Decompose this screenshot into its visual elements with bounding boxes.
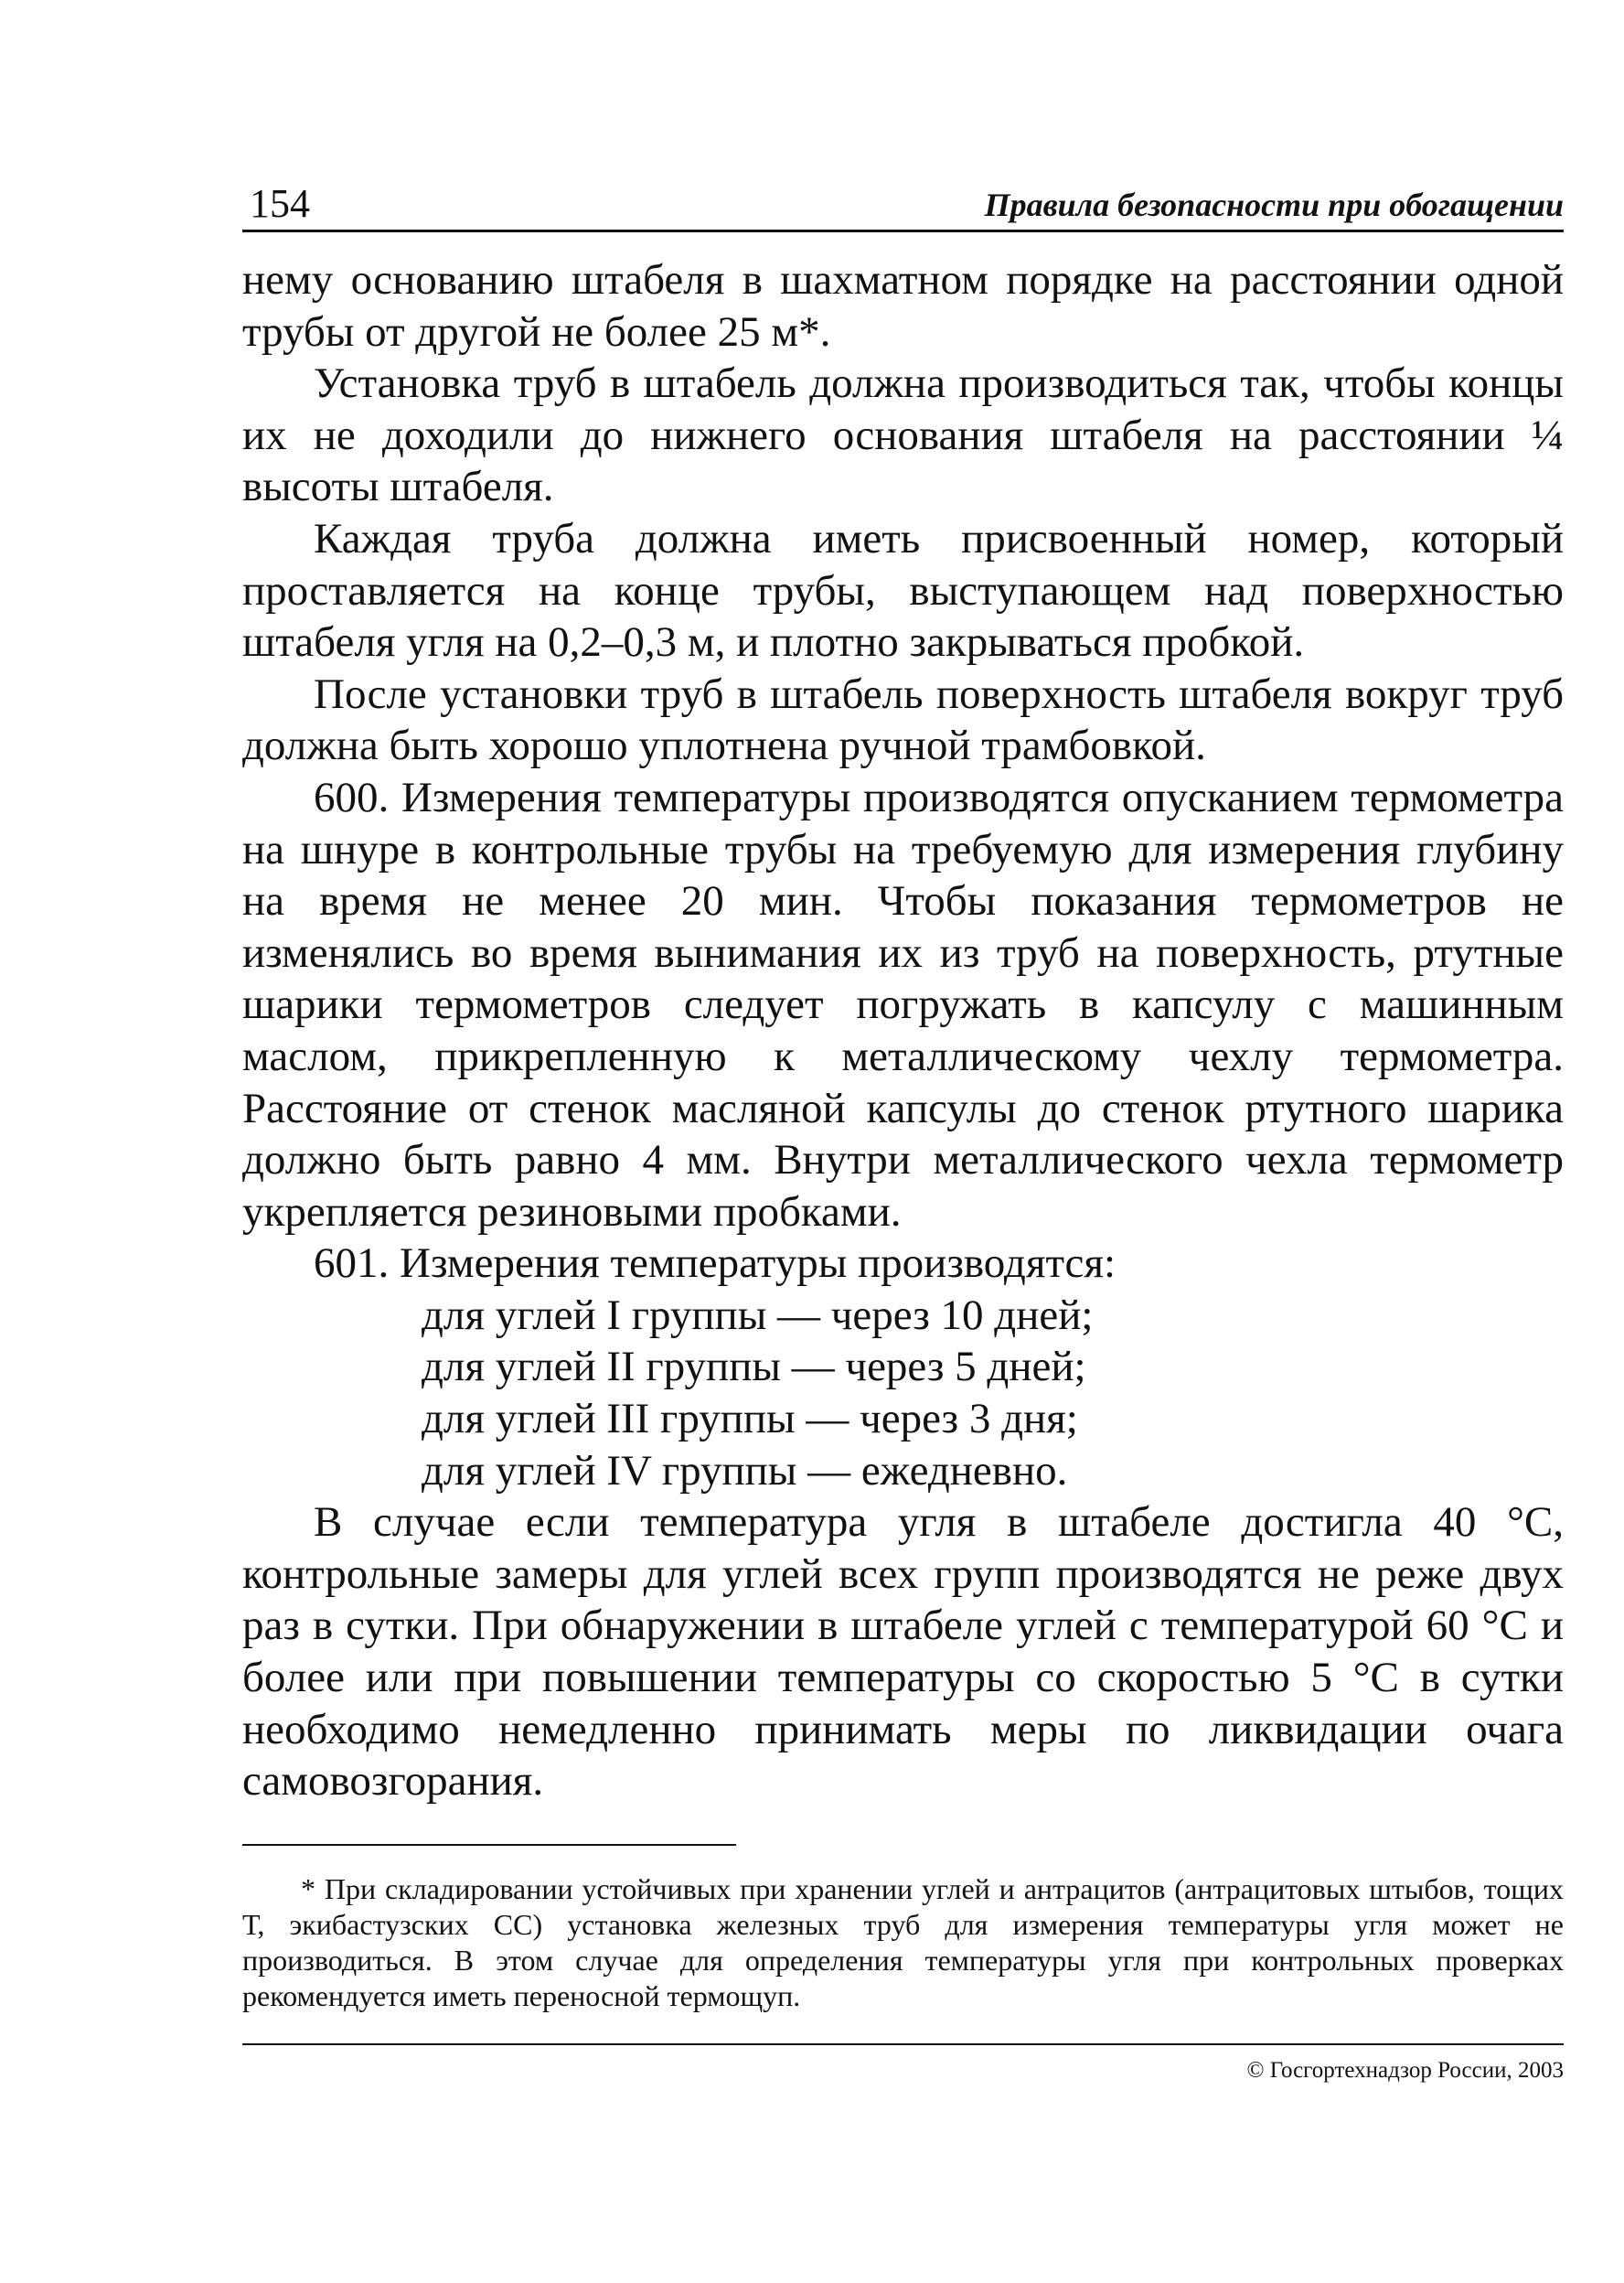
paragraph-continued: нему основанию штабеля в шахматном порядке на расстоянии одной трубы от другой не более 25 м*. bbox=[242, 256, 1564, 356]
body-text bbox=[242, 254, 1564, 1807]
paragraph-pipe-installation: Установка труб в штабель должна производиться так, чтобы концы их не доходили до нижнего основания штабеля на расстоянии ¼ высоты штабеля. bbox=[242, 359, 1564, 511]
paragraph-clause-601: 601. Измерения температуры производятся: bbox=[314, 1239, 1116, 1288]
list-item: для углей IV группы — ежедневно. bbox=[422, 1446, 1068, 1495]
footnote-divider bbox=[242, 1844, 736, 1846]
paragraph-clause-600: 600. Измерения температуры производятся опусканием термометра на шнуре в контрольные трубы на требуемую для измерения глубину на время не менее 20 мин. Чтобы показания термометров не изменялись во время вынимания их из труб на поверхность, ртутные шарики термометров следует погружать в капсулу с машинным маслом, прикрепленную к металлическому чехлу термометра. Расстояние от стенок масляной капсулы до стенок ртутного шарика должно быть равно 4 мм. Внутри металлического чехла термометр укрепляется резиновыми пробками. bbox=[242, 773, 1564, 1236]
list-item: для углей I группы — через 10 дней; bbox=[422, 1291, 1094, 1339]
page-number: 154 bbox=[250, 181, 310, 226]
list-item: для углей III группы — через 3 дня; bbox=[422, 1395, 1078, 1443]
list-item: для углей II группы — через 5 дней; bbox=[422, 1343, 1086, 1391]
running-title: Правила безопасности при обогащении bbox=[984, 187, 1564, 223]
paragraph-surface-compaction: После установки труб в штабель поверхность штабеля вокруг труб должна быть хорошо уплотнена ручной трамбовкой. bbox=[242, 670, 1564, 770]
document-page bbox=[242, 178, 1564, 2084]
copyright-notice: © Госгортехнадзор России, 2003 bbox=[1246, 2057, 1564, 2083]
footer-divider bbox=[242, 2043, 1564, 2045]
paragraph-temperature-threshold: В случае если температура угля в штабеле достигла 40 °С, контрольные замеры для углей всех групп производятся не реже двух раз в сутки. При обнаружении в штабеле углей с температурой 60 °С и более или при повышении температуры со скоростью 5 °С в сутки необходимо немедленно принимать меры по ликвидации очага самовозгорания. bbox=[242, 1498, 1564, 1806]
footnote: * При складировании устойчивых при хранении углей и антрацитов (антрацитовых штыбов, тощих Т, экибастузских СС) установка железных труб для измерения температуры угля может не производиться. В этом случае для определения температуры угля при контрольных проверках рекомендуется иметь переносной термощуп. bbox=[242, 1871, 1564, 2012]
paragraph-pipe-numbering: Каждая труба должна иметь присвоенный номер, который проставляется на конце трубы, выступающем над поверхностью штабеля угля на 0,2–0,3 м, и плотно закрываться пробкой. bbox=[242, 514, 1564, 667]
page-header bbox=[242, 178, 1564, 232]
